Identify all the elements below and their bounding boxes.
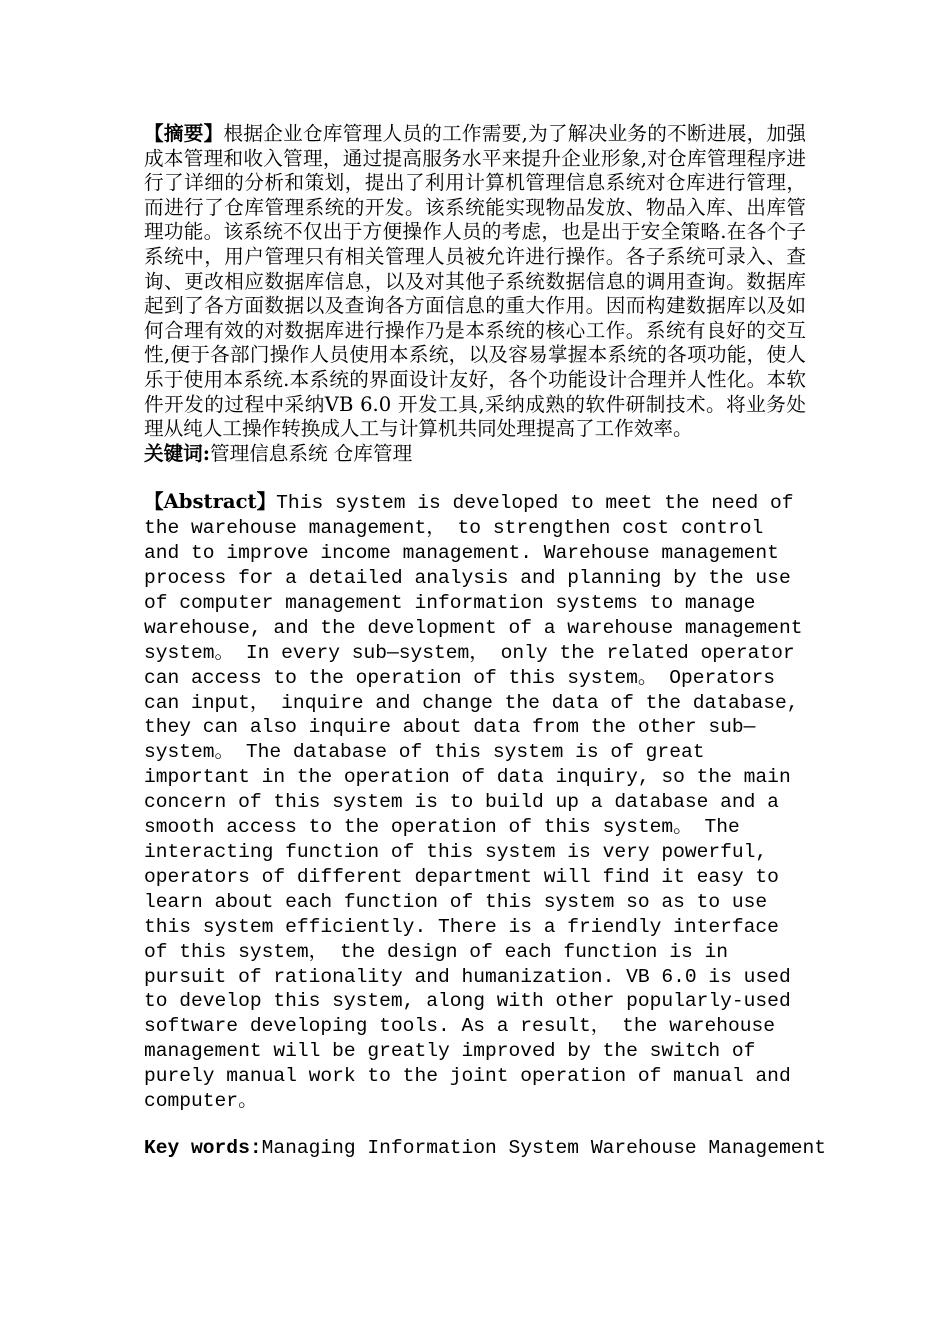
chinese-keywords xyxy=(144,442,806,467)
chinese-abstract-text: 根据企业仓库管理人员的工作需要,为了解决业务的不断进展，加强成本管理和收入管理，通过提高服务水平来提升企业形象,对仓库管理程序进行了详细的分析和策划，提出了利用计算机管理信息系统对仓库进行管理，而进行了仓库管理系统的开发。该系统能实现物品发放、物品入库、出库管理功能。该系统不仅出于方便操作人员的考虑，也是出于安全策略.在各个子系统中，用户管理只有相关管理人员被允许进行操作。各子系统可录入、查询、更改相应数据库信息，以及对其他子系统数据信息的调用查询。数据库起到了各方面数据以及查询各方面信息的重大作用。因而构建数据库以及如何合理有效的对数据库进行操作乃是本系统的核心工作。系统有良好的交互性,便于各部门操作人员使用本系统，以及容易掌握本系统的各项功能，使人乐于使用本系统.本系统的界面设计友好，各个功能设计合理并人性化。本软件开发的过程中采纳VB 6.0 开发工具,采纳成熟的软件研制技术。将业务处理从纯人工操作转换成人工与计算机共同处理提高了工作效率。 xyxy=(144,122,807,441)
chinese-abstract xyxy=(144,122,806,442)
chinese-keywords-text: 管理信息系统 仓库管理 xyxy=(210,441,413,465)
english-abstract-text: This system is developed to meet the need of the warehouse management， to strengthen cost control and to improve income management. Warehouse management process for a detailed analysis and planning by the use of computer management information systems to manage warehouse, and the development of a warehouse management system。 In every sub—system， only the related operator can access to the operation of this system。 Operators can input， inquire and change the data of the database, they can also inquire about data from the other sub—system。 The database of this system is of great important in the operation of data inquiry, so the main concern of this system is to build up a database and a smooth access to the operation of this system。 The interacting function of this system is very powerful, operators of different department will find it easy to learn about each function of this system so as to use this system efficiently. There is a friendly interface of this system， the design of each function is in pursuit of rationality and humanization. VB 6.0 is used to develop this system, along with other popularly-used software developing tools. As a result， the warehouse management will be greatly improved by the switch of purely manual work to the joint operation of manual and computer。 xyxy=(144,492,803,1113)
english-keywords-label: Key words: xyxy=(144,1136,262,1159)
english-abstract-label: 【Abstract】 xyxy=(144,490,277,514)
chinese-keywords-label: 关键词: xyxy=(144,441,211,465)
english-keywords-text: Managing Information System Warehouse Management xyxy=(261,1136,826,1159)
english-keywords xyxy=(144,1136,826,1161)
document-page xyxy=(144,122,826,1161)
english-abstract xyxy=(144,490,806,1114)
chinese-abstract-label: 【摘要】 xyxy=(144,122,224,145)
